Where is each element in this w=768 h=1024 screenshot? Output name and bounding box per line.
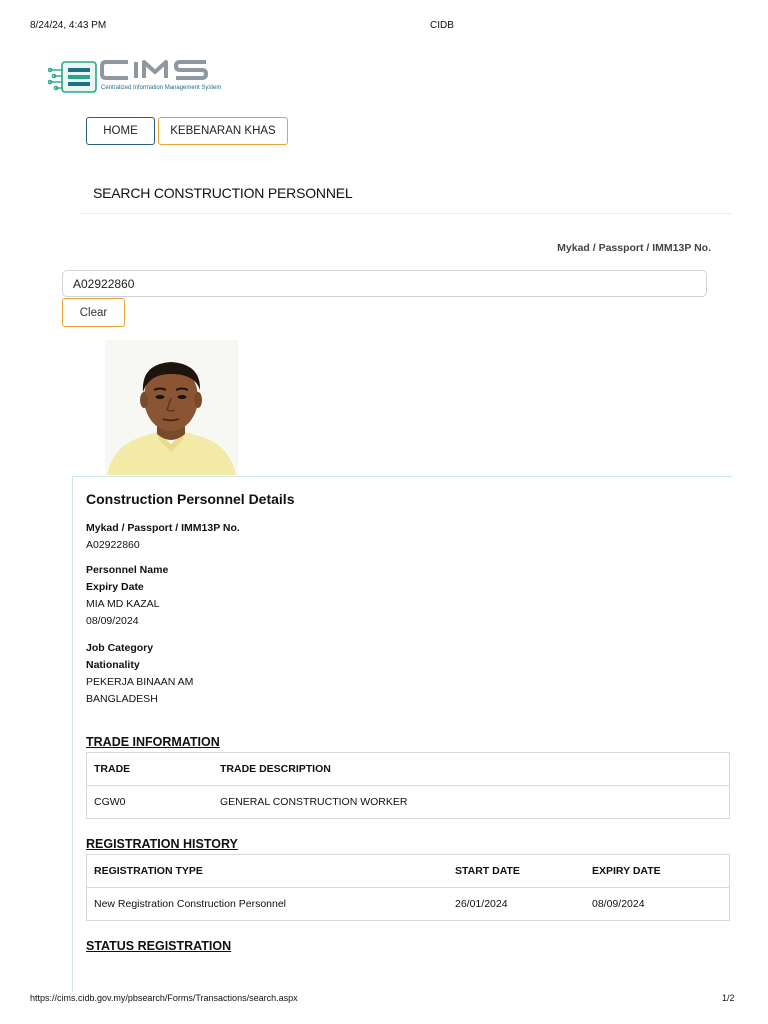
trade-description: GENERAL CONSTRUCTION WORKER — [213, 786, 730, 819]
expiry-date: 08/09/2024 — [585, 888, 730, 921]
kebenaran-khas-button[interactable]: KEBENARAN KHAS — [158, 117, 288, 145]
table-row — [87, 786, 730, 819]
trade-table — [86, 752, 730, 819]
column-header: START DATE — [448, 855, 585, 888]
trade-code: CGW0 — [87, 786, 214, 819]
search-input[interactable] — [62, 270, 707, 297]
column-header: TRADE — [87, 753, 214, 786]
trade-information-heading: TRADE INFORMATION — [86, 735, 220, 749]
registration-type: New Registration Construction Personnel — [87, 888, 449, 921]
id-value: A02922860 — [86, 539, 140, 551]
table-row — [87, 888, 730, 921]
personnel-photo — [105, 340, 238, 475]
status-registration-heading: STATUS REGISTRATION — [86, 939, 232, 953]
cims-logo[interactable] — [48, 56, 268, 100]
page-title: SEARCH CONSTRUCTION PERSONNEL — [93, 185, 353, 201]
id-label: Mykad / Passport / IMM13P No. — [86, 522, 240, 534]
column-header: EXPIRY DATE — [585, 855, 730, 888]
home-button[interactable]: HOME — [86, 117, 155, 145]
logo-subtitle: Centralized Information Management System — [101, 85, 222, 91]
print-datetime: 8/24/24, 4:43 PM — [30, 20, 107, 31]
registration-table — [86, 854, 730, 921]
name-label: Personnel Name — [86, 564, 169, 576]
column-header: TRADE DESCRIPTION — [213, 753, 730, 786]
print-page-count: 1/2 — [722, 993, 735, 1003]
table-header-row — [87, 855, 730, 888]
name-value: MIA MD KAZAL — [86, 598, 160, 610]
nationality-label: Nationality — [86, 659, 140, 671]
expiry-label: Expiry Date — [86, 581, 144, 593]
nationality-value: BANGLADESH — [86, 693, 158, 705]
cims-logo-icon — [48, 56, 268, 100]
job-category-label: Job Category — [86, 642, 154, 654]
expiry-value: 08/09/2024 — [86, 615, 139, 627]
print-page-title: CIDB — [430, 20, 454, 31]
print-url: https://cims.cidb.gov.my/pbsearch/Forms/Transactions/search.aspx — [30, 993, 298, 1003]
column-header: REGISTRATION TYPE — [87, 855, 449, 888]
title-divider — [80, 213, 732, 214]
registration-history-heading: REGISTRATION HISTORY — [86, 837, 238, 851]
search-label: Mykad / Passport / IMM13P No. — [557, 242, 711, 254]
table-header-row — [87, 753, 730, 786]
job-category-value: PEKERJA BINAAN AM — [86, 676, 194, 688]
start-date: 26/01/2024 — [448, 888, 585, 921]
clear-button[interactable]: Clear — [62, 298, 125, 327]
details-title: Construction Personnel Details — [86, 491, 295, 507]
